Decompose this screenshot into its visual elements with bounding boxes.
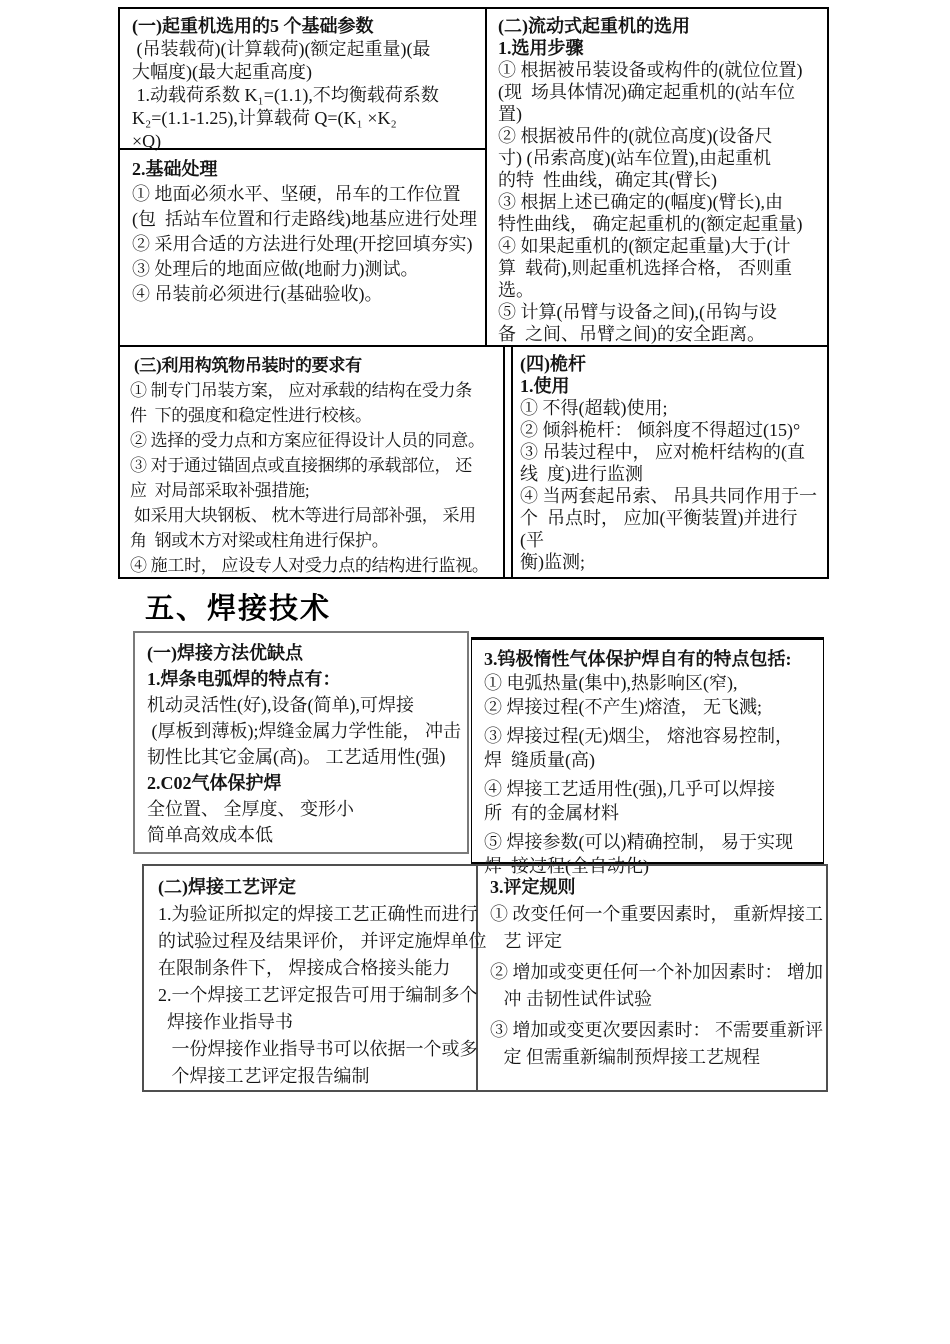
text-line: (平	[520, 530, 544, 550]
cell-heading: (一)焊接方法优缺点	[147, 643, 303, 663]
section-title: 五、焊接技术	[145, 593, 332, 625]
text-line: 应 对局部采取补强措施;	[130, 481, 310, 500]
cell-heading: (三)利用构筑物吊装时的要求有	[130, 356, 362, 375]
column-divider	[485, 9, 487, 345]
crane-selection-table	[118, 7, 829, 579]
text-line: ① 制专门吊装方案， 应对承载的结构在受力条	[130, 381, 472, 400]
text-line: ④ 吊装前必须进行(基础验收)。	[132, 284, 383, 304]
text-line: (厚板到薄板);焊缝金属力学性能， 冲击	[147, 721, 461, 741]
text-line: ③ 处理后的地面应做(地耐力)测试。	[132, 259, 419, 279]
cell-heading: (一)起重机选用的5 个基础参数	[132, 16, 374, 36]
text-line: K₂=(1.1-1.25),计算载荷 Q=(K₁ ×K₂	[132, 108, 397, 128]
text-line: 算 载荷),则起重机选择合格， 否则重	[498, 258, 792, 278]
text-line: 个焊接工艺评定报告编制	[158, 1066, 370, 1086]
text-line: 件 下的强度和稳定性进行校核。	[130, 406, 372, 425]
text-line: ④ 当两套起吊索、 吊具共同作用于一	[520, 486, 817, 506]
text-line: ① 电弧热量(集中),热影响区(窄),	[484, 673, 738, 693]
text-line: 特性曲线， 确定起重机的(额定起重量)	[498, 214, 803, 234]
text-line: ② 根据被吊件的(就位高度)(设备尺	[498, 126, 773, 146]
text-line: 全位置、 全厚度、 变形小	[147, 799, 354, 819]
cell-heading: 3.评定规则	[490, 877, 576, 897]
text-line: 定 但需重新编制预焊接工艺规程	[490, 1047, 760, 1067]
text-line: ① 根据被吊装设备或构件的(就位位置)	[498, 60, 803, 80]
text-line: ① 地面必须水平、坚硬，吊车的工作位置	[132, 184, 461, 204]
text-line: 线 度)进行监测	[520, 464, 643, 484]
text-line: ③ 焊接过程(无)烟尘， 熔池容易控制，	[484, 726, 793, 746]
cell-wps-qualification	[158, 874, 487, 1090]
text-line: ④ 焊接工艺适用性(强),几乎可以焊接	[484, 779, 775, 799]
text-line: ③ 吊装过程中， 应对桅杆结构的(直	[520, 442, 805, 462]
text-line: (现 场具体情况)确定起重机的(站车位	[498, 82, 795, 102]
row-divider	[120, 345, 827, 347]
text-line: 艺 评定	[490, 931, 562, 951]
text-line: ① 改变任何一个重要因素时， 重新焊接工	[490, 904, 823, 924]
text-line: 在限制条件下， 焊接成合格接头能力	[158, 958, 451, 978]
text-line: 所 有的金属材料	[484, 803, 619, 823]
text-line: ④ 施工时， 应设专人对受力点的结构进行监视。	[130, 556, 489, 575]
cell-qualification-rules	[490, 874, 823, 1071]
text-line: 焊接作业指导书	[158, 1012, 293, 1032]
text-line: 寸) (吊索高度)(站车位置),由起重机	[498, 148, 771, 168]
text-line: 备 之间、吊臂之间)的安全距离。	[498, 324, 765, 344]
text-line: ③ 根据上述已确定的(幅度)(臂长),由	[498, 192, 783, 212]
text-line: 的试验过程及结果评价， 并评定施焊单位	[158, 931, 487, 951]
text-line: 置)	[498, 104, 522, 124]
text-line: 焊 接过程(全自动化)	[484, 856, 649, 876]
cell-subheading: 1.选用步骤	[498, 38, 584, 58]
text-line: 韧性比其它金属(高)。 工艺适用性(强)	[147, 747, 446, 767]
text-line: ③ 增加或变更次要因素时： 不需要重新评	[490, 1020, 823, 1040]
wps-qualification-table	[142, 864, 828, 1092]
cell-heading: (二)流动式起重机的选用	[498, 16, 690, 36]
text-line: 2.一个焊接工艺评定报告可用于编制多个	[158, 985, 478, 1005]
cell-subheading: 1.焊条电弧焊的特点有：	[147, 669, 341, 689]
text-line: 个 吊点时， 应加(平衡装置)并进行	[520, 508, 798, 528]
cell-heading: (二)焊接工艺评定	[158, 877, 296, 897]
text-line: ⑤ 焊接参数(可以)精确控制， 易于实现	[484, 832, 793, 852]
text-line: ② 采用合适的方法进行处理(开挖回填夯实)	[132, 234, 473, 254]
text-line: ① 不得(超载)使用;	[520, 398, 668, 418]
text-line: 简单高效成本低	[147, 825, 273, 845]
tig-welding-features-cell	[471, 637, 824, 876]
text-line: (吊装载荷)(计算载荷)(额定起重量)(最	[132, 39, 431, 59]
cell-mobile-crane-selection	[498, 15, 824, 345]
cell-structure-lifting-requirements	[130, 353, 489, 578]
cell-subheading: 2.C02气体保护焊	[147, 773, 282, 793]
text-line: ④ 如果起重机的(额定起重量)大于(计	[498, 236, 791, 256]
text-line: ③ 对于通过锚固点或直接捆绑的承载部位， 还	[130, 456, 472, 475]
text-line: 1.动载荷系数 K₁=(1.1),不均衡载荷系数	[132, 85, 439, 105]
cell-crane-basic-params	[132, 15, 484, 153]
text-line: 角 钢或木方对梁或柱角进行保护。	[130, 531, 389, 550]
text-line: 大幅度)(最大起重高度)	[132, 62, 312, 82]
text-line: ×Q)	[132, 131, 162, 151]
text-line: 如采用大块钢板、 枕木等进行局部补强， 采用	[130, 506, 476, 525]
cell-subheading: 1.使用	[520, 376, 570, 396]
text-line: 焊 缝质量(高)	[484, 750, 595, 770]
cell-heading: 2.基础处理	[132, 159, 218, 179]
welding-methods-cell	[133, 631, 469, 854]
text-line: 机动灵活性(好),设备(简单),可焊接	[147, 695, 414, 715]
cell-mast-usage	[520, 353, 820, 573]
text-line: ② 倾斜桅杆： 倾斜度不得超过(15)°	[520, 420, 801, 440]
text-line: ⑤ 计算(吊臂与设备之间),(吊钩与设	[498, 302, 777, 322]
text-line: 选。	[498, 280, 534, 300]
text-line: 衡)监测;	[520, 552, 585, 572]
text-line: ② 选择的受力点和方案应征得设计人员的同意。	[130, 431, 485, 450]
text-line: 冲 击韧性试件试验	[490, 989, 652, 1009]
text-line: 一份焊接作业指导书可以依据一个或多	[158, 1039, 478, 1059]
double-divider-line-2	[511, 345, 513, 577]
cell-foundation-treatment	[132, 157, 484, 307]
cell-heading: 3.钨极惰性气体保护焊自有的特点包括:	[484, 649, 792, 669]
text-line: 1.为验证所拟定的焊接工艺正确性而进行	[158, 904, 478, 924]
text-line: (包 括站车位置和行走路线)地基应进行处理	[132, 209, 477, 229]
text-line: ② 增加或变更任何一个补加因素时： 增加	[490, 962, 823, 982]
text-line: ② 焊接过程(不产生)熔渣， 无飞溅;	[484, 697, 762, 717]
double-divider-line-1	[503, 345, 505, 577]
text-line: 的特 性曲线，确定其(臂长)	[498, 170, 717, 190]
cell-heading: (四)桅杆	[520, 354, 586, 374]
